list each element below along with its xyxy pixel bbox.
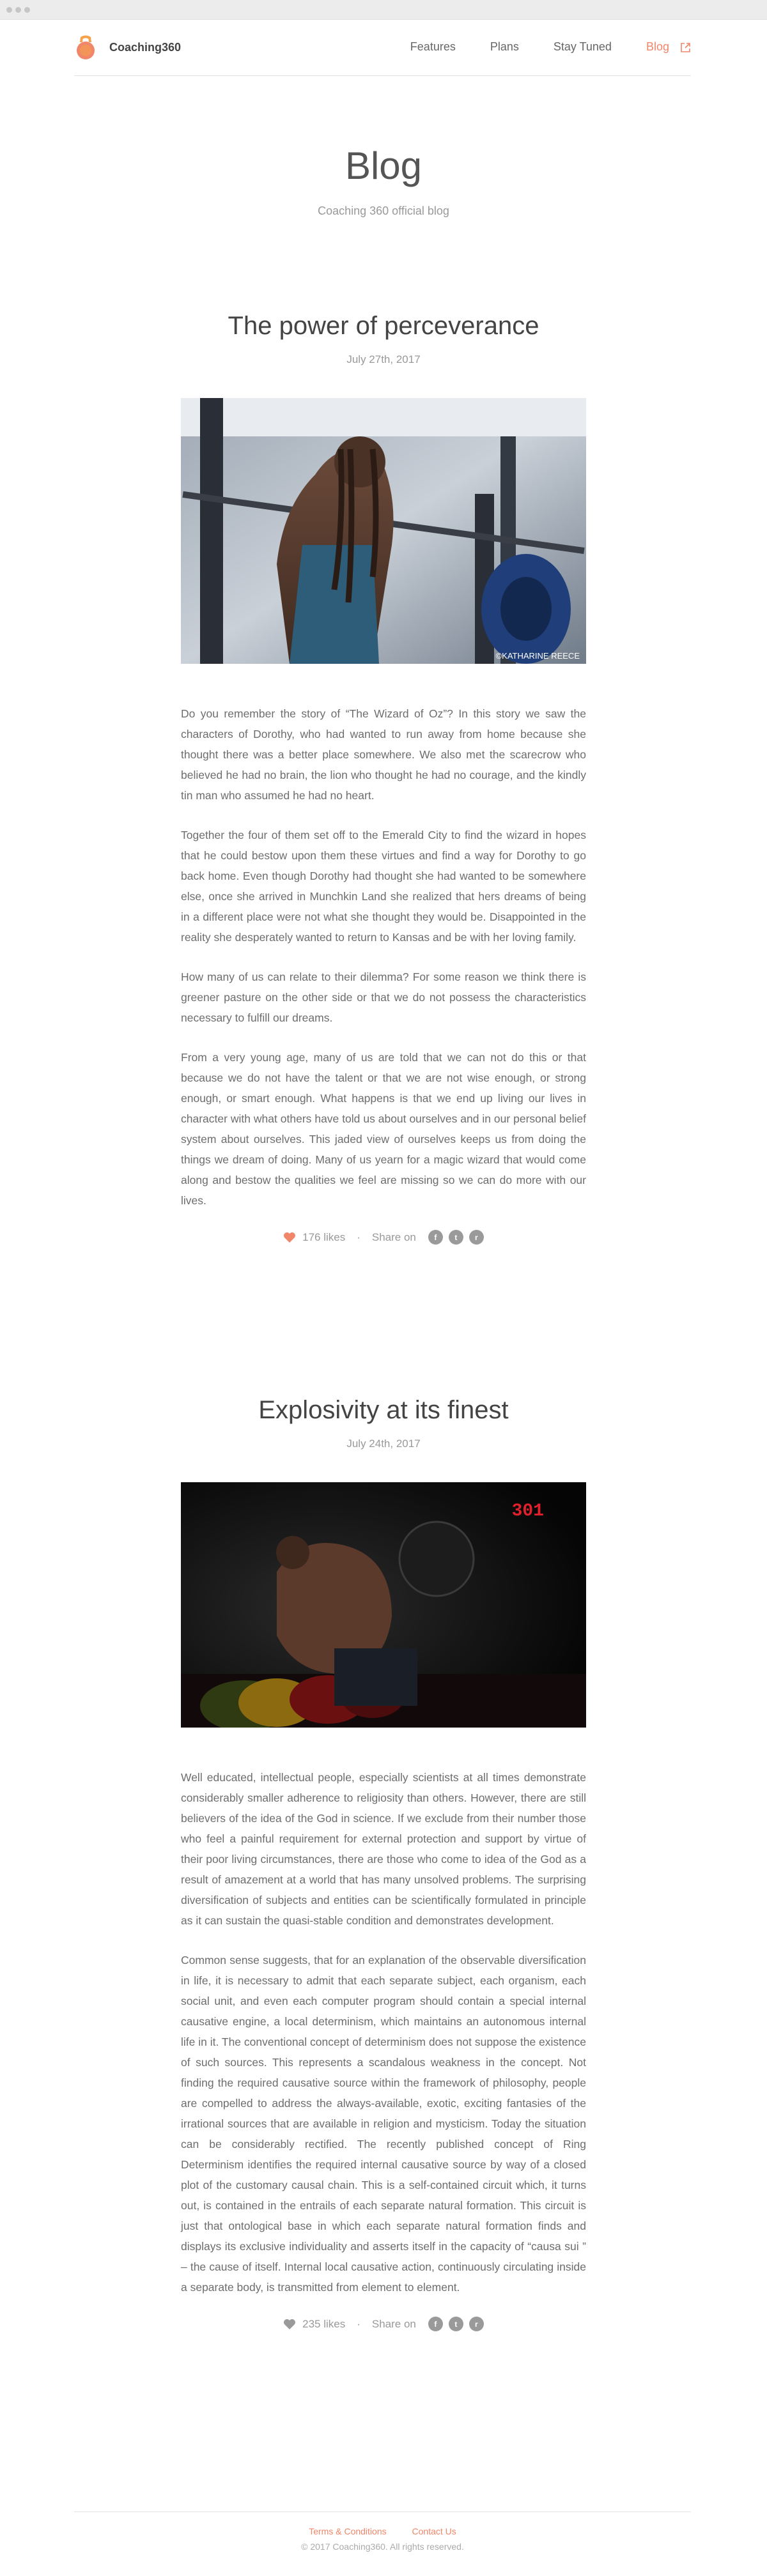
post-paragraph: Do you remember the story of “The Wizard of Oz”? In this story we saw the characters of Dorothy, who had wanted to run away from home because she thought there was a better place somewhere. We also met the scarecrow who believed he had no brain, the lion who thought he had no courage, and the kindly tin man who assumed he had no heart. [181,707,586,802]
post-date: July 27th, 2017 [346,353,421,365]
post-paragraph: Together the four of them set off to the Emerald City to find the wizard in hopes that he could bestow upon them these virtues and find a way for Dorothy to go back home. Even though Dorothy had thought she had wanted to be somewhere else, once she arrived in Munchkin Land she realized that hers dreams of being in a different place were not what she thought they would be. Disappointed in the reality she desperately wanted to return to Kansas and be with her loving family. [181,829,586,944]
brand-logo[interactable] [74,34,181,60]
nav-item-features[interactable]: Features [410,40,456,53]
post-paragraph: Common sense suggests, that for an explanation of the observable diversification in life, it is necessary to admit that each separate subject, each organism, each social unit, and even each computer program should contain a special internal causative engine, a local determinism, which maintains an autonomous internal life in it. The conventional concept of determinism does not suppose the existence of such sources. This represents a scandalous weakness in the concept. Not finding the required causative source within the framework of philosophy, people are compelled to address the always-available, exotic, exciting fantasies of the irrational sources that are available in religion and mysticism. Today the situation can be considerably rectified. The recently published concept of Ring Determinism identifies the required internal causative source by way of a closed plot of the customary causal chain. This is a self-contained circuit which, it turns out, is contained in the entrails of each separate natural formation. This circuit is just that ontological base in which each separate natural formation finds and displays its exclusive individuality and asserts itself in the capacity of “causa sui ” – the cause of itself. Internal local causative action, continuously circulating inside a separate body, is transmitted from element to element. [181,1954,586,2294]
post-paragraph: From a very young age, many of us are told that we can not do this or that because we do not have the talent or that we are not wise enough, or strong enough, or smart enough. What happens is that we end up living our lives in character with what others have told us about ourselves and in our personal belief system about ourselves. This jaded view of ourselves keeps us from doing the things we dream of doing. Many of us yearn for a magic wizard that would come along and bestow the qualities we feel are missing so we can do more with our lives. [181,1051,586,1207]
site-header [74,19,691,76]
heart-icon[interactable] [283,1232,296,1243]
rss-icon[interactable]: r [469,2317,484,2331]
post-body [181,1767,586,2297]
post-footer [181,1230,586,1245]
nav-item-plans[interactable]: Plans [490,40,519,53]
share-label: Share on [371,2317,416,2330]
nav-item-blog[interactable] [646,40,691,54]
like-count: 176 likes [302,1230,346,1243]
page-subtitle: Coaching 360 official blog [318,204,449,217]
twitter-icon[interactable]: t [449,1230,463,1245]
post-image-athlete-barbell [181,398,586,664]
share-label: Share on [371,1230,416,1243]
blog-post [181,312,586,1245]
nav-item-stay-tuned[interactable]: Stay Tuned [553,40,612,53]
contact-link[interactable]: Contact Us [412,2526,456,2536]
post-date: July 24th, 2017 [346,1438,421,1450]
post-image-medicine-ball [181,1482,586,1728]
main-nav [376,40,691,54]
external-link-icon [680,42,691,53]
window-dot-icon[interactable] [15,7,21,13]
separator: · [357,2317,360,2330]
window-dot-icon[interactable] [24,7,30,13]
athlete-barbell-photo [181,398,586,664]
post-title[interactable]: The power of perceverance [228,312,539,340]
post-title[interactable]: Explosivity at its finest [258,1396,509,1424]
nav-item-blog-label: Blog [646,40,669,53]
separator: · [357,1230,360,1243]
facebook-icon[interactable]: f [428,2317,443,2331]
image-credit: ©KATHARINE REECE [495,651,580,661]
brand-name: Coaching360 [109,40,182,54]
page-title: Blog [345,144,422,187]
post-paragraph: Well educated, intellectual people, especially scientists at all times demonstrate considerably smaller adherence to religiosity than others. However, there are still believers of the idea of the God in science. If we exclude from their number those who feel a painful requirement for external protection and support by virtue of their poor living circumstances, there are those who come to idea of the God as a result of amazement at a world that has many unsolved problems. The surprising diversification of subjects and entities can be scientifically formulated in principle as it can sustain the quasi-stable condition and demonstrates development. [181,1771,586,1927]
kettlebell-icon [74,34,97,60]
like-count: 235 likes [302,2317,346,2330]
twitter-icon[interactable]: t [449,2317,463,2331]
rss-icon[interactable]: r [469,1230,484,1245]
facebook-icon[interactable]: f [428,1230,443,1245]
post-body [181,703,586,1211]
medicine-ball-photo [181,1482,586,1728]
blog-post [181,1396,586,2331]
post-paragraph: How many of us can relate to their dilemma? For some reason we think there is greener pasture on the other side or that we do not possess the characteristics necessary to fulfill our dreams. [181,970,586,1024]
site-footer [74,2511,691,2552]
post-footer [181,2317,586,2331]
terms-link[interactable]: Terms & Conditions [309,2526,387,2536]
heart-icon[interactable] [283,2319,296,2330]
copyright: © 2017 Coaching360. All rights reserved. [301,2542,464,2552]
browser-chrome [0,0,767,20]
window-dot-icon[interactable] [6,7,12,13]
gym-timer-display: 301 [511,1501,544,1521]
footer-links [74,2526,691,2536]
